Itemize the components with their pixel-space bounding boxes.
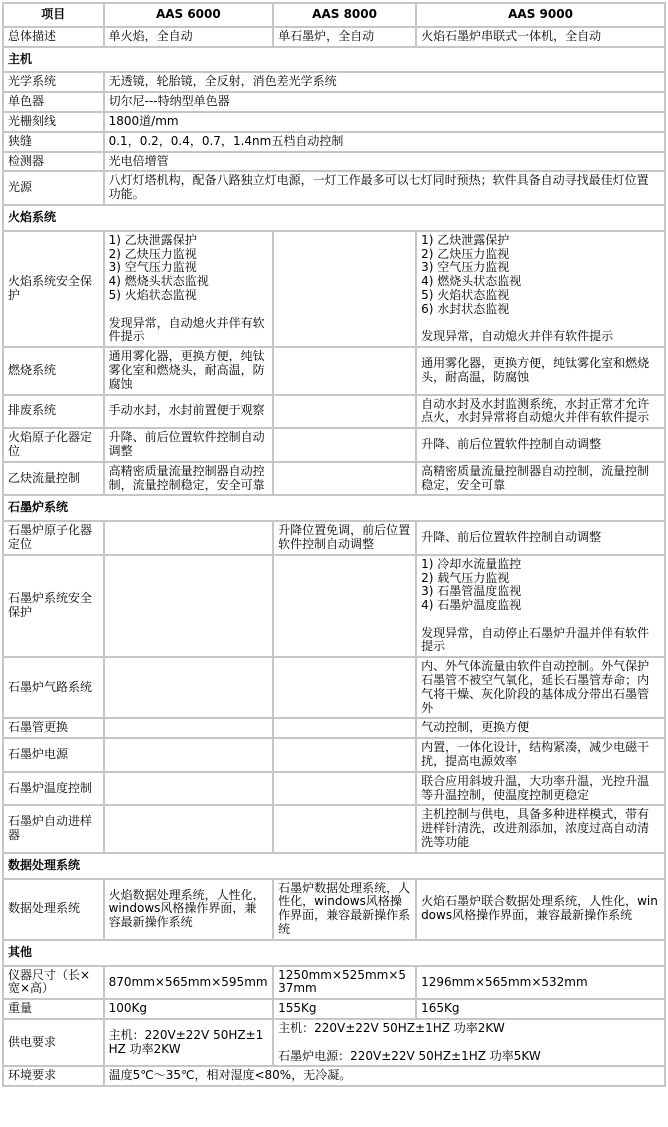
spec-line	[109, 303, 268, 317]
spec-row	[3, 772, 665, 806]
row-label: 仪器尺寸（长×宽×高）	[3, 966, 104, 1000]
spec-cell	[104, 92, 665, 112]
spec-line: 升降位置免调，前后位置软件控制自动调整	[278, 523, 411, 551]
spec-line: 1) 冷却水流量监控	[421, 556, 522, 571]
spec-cell	[104, 112, 665, 132]
spec-line: 发现异常，自动停止石墨炉升温并伴有软件提示	[421, 625, 650, 654]
spec-cell	[104, 231, 273, 347]
row-label: 环境要求	[3, 1066, 104, 1086]
spec-cell	[104, 738, 273, 772]
spec-cell	[273, 1019, 665, 1066]
spec-line: 单石墨炉，全自动	[278, 28, 375, 43]
spec-cell	[273, 805, 416, 852]
row-label: 供电要求	[3, 1019, 104, 1066]
spec-cell	[416, 521, 665, 555]
spec-cell	[104, 462, 273, 496]
spec-row	[3, 132, 665, 152]
spec-line: 升降、前后位置软件控制自动调整	[108, 430, 265, 458]
spec-line: 石墨炉电源：220V±22V 50HZ±1HZ 功率5KW	[278, 1048, 541, 1063]
spec-cell	[273, 966, 416, 1000]
row-label: 单色器	[3, 92, 104, 112]
spec-line: 主机：220V±22V 50HZ±1HZ 功率2KW	[278, 1021, 505, 1036]
spec-row	[3, 1066, 665, 1086]
spec-row	[3, 72, 665, 92]
spec-line: 石墨炉数据处理系统，人性化，windows风格操作界面，兼容最新操作系统	[278, 880, 411, 937]
column-header: AAS 8000	[273, 3, 416, 27]
spec-cell	[273, 521, 416, 555]
spec-line	[278, 1036, 660, 1050]
spec-cell	[273, 428, 416, 462]
spec-cell	[104, 395, 273, 429]
row-label: 重量	[3, 999, 104, 1019]
section-row	[3, 853, 665, 879]
row-label: 数据处理系统	[3, 879, 104, 940]
spec-line: 火焰石墨炉串联式一体机，全自动	[421, 28, 602, 43]
spec-line: 火焰数据处理系统，人性化，windows风格操作界面，兼容最新操作系统	[108, 887, 265, 930]
spec-line: 4) 燃烧头状态监视	[421, 274, 522, 289]
row-label: 石墨炉温度控制	[3, 772, 104, 806]
spec-row	[3, 738, 665, 772]
spec-line: 气动控制，更换方便	[421, 720, 530, 735]
spec-cell	[416, 555, 665, 658]
spec-cell	[416, 27, 665, 47]
spec-line: 1296mm×565mm×532mm	[421, 974, 588, 989]
spec-line: 切尔尼---特纳型单色器	[108, 94, 230, 109]
spec-cell	[104, 772, 273, 806]
row-label: 燃烧系统	[3, 347, 104, 394]
spec-line: 2) 乙炔压力监视	[421, 246, 510, 261]
spec-line: 870mm×565mm×595mm	[108, 974, 268, 989]
spec-line: 通用雾化器，更换方便，纯钛雾化室和燃烧头，耐高温，防腐蚀	[421, 356, 650, 384]
spec-cell	[104, 718, 273, 738]
spec-line: 3) 石墨管温度监视	[421, 584, 522, 599]
spec-line: 发现异常，自动熄火并伴有软件提示	[421, 329, 614, 344]
spec-cell	[416, 879, 665, 940]
spec-line: 4) 石墨炉温度监视	[421, 598, 522, 613]
row-label: 石墨管更换	[3, 718, 104, 738]
spec-row	[3, 805, 665, 852]
spec-line: 自动水封及水封监测系统，水封正常才允许点火，水封异常将自动熄火并伴有软件提示	[421, 396, 650, 425]
spec-cell	[416, 772, 665, 806]
spec-line: 1250mm×525mm×537mm	[278, 967, 407, 996]
spec-row	[3, 521, 665, 555]
spec-row	[3, 999, 665, 1019]
row-label: 石墨炉气路系统	[3, 657, 104, 718]
header-row	[3, 3, 665, 27]
section-row	[3, 205, 665, 231]
spec-cell	[273, 999, 416, 1019]
spec-cell	[416, 718, 665, 738]
row-label: 光学系统	[3, 72, 104, 92]
spec-line: 1) 乙炔泄露保护	[108, 232, 197, 247]
spec-line: 高精密质量流量控制器自动控制，流量控制稳定，安全可靠	[421, 463, 650, 492]
row-label: 光源	[3, 171, 104, 205]
spec-line: 主机：220V±22V 50HZ±1HZ 功率2KW	[108, 1027, 264, 1056]
section-row	[3, 47, 665, 73]
column-header: AAS 9000	[416, 3, 665, 27]
row-label: 石墨炉原子化器定位	[3, 521, 104, 555]
spec-table-body	[3, 3, 665, 1086]
spec-cell	[104, 152, 665, 172]
section-header: 石墨炉系统	[3, 495, 665, 521]
spec-line: 主机控制与供电，具备多种进样模式，带有进样针清洗，改进剂添加，浓度过高自动清洗等功能	[421, 807, 650, 850]
column-header: AAS 6000	[104, 3, 273, 27]
spec-row	[3, 879, 665, 940]
row-label: 石墨炉自动进样器	[3, 805, 104, 852]
spec-row	[3, 231, 665, 347]
spec-row	[3, 171, 665, 205]
spec-line: 1) 乙炔泄露保护	[421, 232, 510, 247]
spec-row	[3, 428, 665, 462]
spec-line: 温度5℃～35℃，相对湿度<80%，无冷凝。	[108, 1068, 352, 1083]
spec-cell	[273, 347, 416, 394]
section-header: 其他	[3, 940, 665, 966]
row-label: 狭缝	[3, 132, 104, 152]
row-label: 光栅刻线	[3, 112, 104, 132]
row-label: 乙炔流量控制	[3, 462, 104, 496]
spec-line: 155Kg	[278, 1001, 317, 1016]
spec-line: 2) 乙炔压力监视	[108, 246, 197, 261]
spec-line: 通用雾化器，更换方便，纯钛雾化室和燃烧头，耐高温，防腐蚀	[108, 349, 265, 391]
spec-line: 2) 载气压力监视	[421, 570, 510, 585]
spec-line: 单火焰，全自动	[108, 28, 193, 43]
section-row	[3, 940, 665, 966]
spec-cell	[416, 347, 665, 394]
row-label: 石墨炉系统安全保护	[3, 555, 104, 658]
spec-row	[3, 395, 665, 429]
row-label: 总体描述	[3, 27, 104, 47]
spec-line: 高精密质量流量控制器自动控制，流量控制稳定，安全可靠	[108, 463, 265, 492]
spec-cell	[416, 805, 665, 852]
spec-cell	[104, 428, 273, 462]
spec-cell	[104, 72, 665, 92]
spec-line: 5) 火焰状态监视	[421, 287, 510, 302]
spec-line: 光电倍增管	[108, 153, 169, 168]
spec-cell	[416, 999, 665, 1019]
spec-line: 4) 燃烧头状态监视	[108, 274, 209, 289]
spec-line: 6) 水封状态监视	[421, 301, 510, 316]
section-row	[3, 495, 665, 521]
spec-cell	[273, 657, 416, 718]
spec-row	[3, 462, 665, 496]
spec-line: 5) 火焰状态监视	[108, 287, 197, 302]
spec-cell	[416, 462, 665, 496]
spec-cell	[416, 395, 665, 429]
spec-table	[2, 2, 666, 1087]
spec-cell	[273, 462, 416, 496]
spec-row	[3, 112, 665, 132]
spec-cell	[273, 395, 416, 429]
spec-cell	[104, 132, 665, 152]
spec-line: 内、外气体流量由软件自动控制。外气保护石墨管不被空气氧化，延长石墨管寿命；内气将干燥、灰化阶段的基体成分带出石墨管外	[421, 659, 650, 715]
spec-cell	[273, 555, 416, 658]
spec-row	[3, 718, 665, 738]
section-header: 火焰系统	[3, 205, 665, 231]
spec-row	[3, 1019, 665, 1066]
spec-cell	[104, 657, 273, 718]
spec-line: 升降、前后位置软件控制自动调整	[421, 437, 602, 452]
spec-cell	[104, 555, 273, 658]
spec-cell	[416, 428, 665, 462]
spec-line: 100Kg	[108, 1001, 147, 1016]
spec-line: 八灯灯塔机构，配备八路独立灯电源，一灯工作最多可以七灯同时预热；软件具备自动寻找最佳灯位置功能。	[108, 173, 649, 202]
spec-cell	[273, 231, 416, 347]
row-label: 排废系统	[3, 395, 104, 429]
spec-cell	[416, 738, 665, 772]
spec-cell	[273, 718, 416, 738]
spec-line: 手动水封，水封前置便于观察	[108, 403, 265, 418]
spec-line: 火焰石墨炉联合数据处理系统，人性化，windows风格操作界面，兼容最新操作系统	[421, 894, 658, 923]
spec-row	[3, 966, 665, 1000]
spec-cell	[416, 657, 665, 718]
spec-row	[3, 555, 665, 658]
spec-cell	[273, 772, 416, 806]
row-label: 检测器	[3, 152, 104, 172]
spec-row	[3, 152, 665, 172]
spec-line: 3) 空气压力监视	[421, 260, 510, 275]
spec-cell	[104, 1066, 665, 1086]
spec-cell	[273, 879, 416, 940]
spec-cell	[104, 27, 273, 47]
spec-cell	[104, 999, 273, 1019]
row-label: 火焰系统安全保护	[3, 231, 104, 347]
spec-line: 无透镜，轮胎镜，全反射，消色差光学系统	[108, 74, 337, 89]
spec-cell	[104, 805, 273, 852]
spec-cell	[273, 27, 416, 47]
spec-line: 内置，一体化设计，结构紧凑，减少电磁干扰，提高电源效率	[421, 740, 650, 769]
spec-row	[3, 347, 665, 394]
spec-cell	[104, 171, 665, 205]
spec-line: 发现异常，自动熄火并伴有软件提示	[108, 315, 265, 344]
spec-line: 联合应用斜坡升温，大功率升温，光控升温等升温控制，使温度控制更稳定	[421, 773, 650, 802]
spec-line	[421, 613, 660, 627]
spec-cell	[104, 966, 273, 1000]
spec-cell	[104, 521, 273, 555]
spec-row	[3, 657, 665, 718]
spec-cell	[104, 347, 273, 394]
spec-cell	[104, 879, 273, 940]
section-header: 主机	[3, 47, 665, 73]
spec-line: 升降、前后位置软件控制自动调整	[421, 530, 602, 544]
spec-line: 1800道/mm	[108, 113, 179, 128]
spec-cell	[273, 738, 416, 772]
spec-cell	[104, 1019, 273, 1066]
spec-cell	[416, 231, 665, 347]
spec-row	[3, 27, 665, 47]
spec-line: 0.1，0.2，0.4，0.7，1.4nm五档自动控制	[108, 133, 344, 148]
section-header: 数据处理系统	[3, 853, 665, 879]
spec-line: 3) 空气压力监视	[108, 260, 197, 275]
row-label: 石墨炉电源	[3, 738, 104, 772]
row-label: 火焰原子化器定位	[3, 428, 104, 462]
spec-cell	[416, 966, 665, 1000]
spec-line: 165Kg	[421, 1001, 460, 1016]
spec-row	[3, 92, 665, 112]
column-header: 项目	[3, 3, 104, 27]
